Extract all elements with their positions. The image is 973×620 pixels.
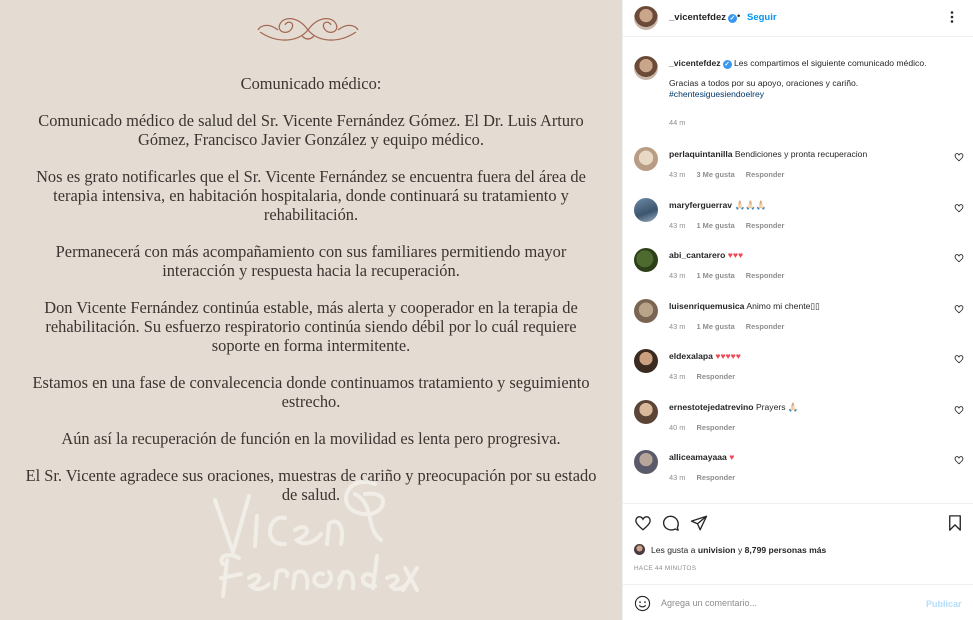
- post-timestamp: HACE 44 MINUTOS: [634, 565, 697, 572]
- comment-item: [623, 448, 973, 499]
- comment-meta: [669, 221, 793, 230]
- like-comment-heart-icon[interactable]: [954, 455, 964, 465]
- avatar[interactable]: [634, 248, 658, 272]
- comment-likes[interactable]: 1 Me gusta: [696, 322, 735, 331]
- reply-button[interactable]: Responder: [745, 271, 785, 280]
- comment-message: ♥: [729, 452, 735, 462]
- reply-button[interactable]: Responder: [745, 170, 785, 179]
- comment-username[interactable]: luisenriquemusica: [669, 301, 745, 311]
- separator-dot: •: [737, 11, 741, 22]
- like-comment-heart-icon[interactable]: [954, 354, 964, 364]
- reply-button[interactable]: Responder: [696, 423, 736, 432]
- likes-prefix: Les gusta a: [651, 545, 696, 555]
- reply-button[interactable]: Responder: [696, 473, 736, 482]
- comment-username[interactable]: eldexalapa: [669, 351, 713, 361]
- comment-message: Bendiciones y pronta recuperacion: [734, 149, 868, 159]
- comment-message: 🙏🏻🙏🏻🙏🏻: [734, 200, 767, 210]
- comment-message: Prayers 🙏🏻: [755, 402, 799, 412]
- comment-text: [669, 351, 939, 361]
- letter-paragraph: Permanecerá con más acompañamiento con sus familiares permitiendo mayor interacción y respuesta hacia la recuperación.: [55, 242, 567, 280]
- comment-item: [623, 246, 973, 297]
- emoji-icon[interactable]: [634, 595, 651, 612]
- post-caption: [623, 45, 973, 135]
- avatar[interactable]: [634, 56, 658, 80]
- more-options-icon[interactable]: [945, 10, 959, 24]
- comment-likes[interactable]: 1 Me gusta: [696, 271, 735, 280]
- comment-meta: [669, 423, 744, 432]
- letter-paragraph: Estamos en una fase de convalecencia donde continuamos tratamiento y seguimiento estrecho.: [32, 373, 590, 411]
- caption-text: [669, 58, 965, 101]
- comment-meta: [669, 170, 793, 179]
- comment-input[interactable]: [661, 593, 911, 613]
- avatar[interactable]: [634, 349, 658, 373]
- like-comment-heart-icon[interactable]: [954, 304, 964, 314]
- header-username[interactable]: [669, 12, 737, 23]
- liker-username[interactable]: univision: [697, 545, 736, 555]
- comment-message: Animo mi chente▯▯: [746, 301, 820, 311]
- comment-meta: [669, 271, 793, 280]
- comment-item: [623, 398, 973, 449]
- comment-username[interactable]: ernestotejedatrevino: [669, 402, 754, 412]
- verified-badge-icon: ✓: [724, 61, 730, 68]
- share-send-icon[interactable]: [690, 514, 708, 532]
- reply-button[interactable]: Responder: [745, 221, 785, 230]
- caption-message: Les compartimos el siguiente comunicado médico.: [733, 58, 927, 68]
- comment-composer: [623, 584, 973, 620]
- like-comment-heart-icon[interactable]: [954, 253, 964, 263]
- comment-item: [623, 297, 973, 348]
- letter-paragraph: Aún así la recuperación de función en la movilidad es lenta pero progresiva.: [61, 429, 561, 448]
- comment-text: [669, 250, 939, 260]
- ornament-flourish: [254, 10, 362, 50]
- comment-username[interactable]: alliceamayaaa: [669, 452, 727, 462]
- username-text[interactable]: _vicentefdez: [669, 12, 727, 23]
- comment-time: 43 m: [669, 372, 686, 381]
- liker-avatar: [634, 544, 645, 555]
- comment-message: ♥♥♥♥♥: [715, 351, 741, 361]
- comment-text: [669, 452, 939, 462]
- letter-paragraph: El Sr. Vicente agradece sus oraciones, muestras de cariño y preocupación por su estado de salud.: [25, 466, 597, 504]
- comment-bubble-icon[interactable]: [662, 514, 680, 532]
- avatar[interactable]: [634, 400, 658, 424]
- avatar[interactable]: [634, 450, 658, 474]
- letter-paragraph: Comunicado médico de salud del Sr. Vicente Fernández Gómez. El Dr. Luis Arturo Gómez, Francisco Javier González y equipo médico.: [38, 111, 584, 149]
- like-comment-heart-icon[interactable]: [954, 405, 964, 415]
- post-sidebar: [622, 0, 973, 620]
- reply-button[interactable]: Responder: [696, 372, 736, 381]
- like-comment-heart-icon[interactable]: [954, 203, 964, 213]
- comment-likes[interactable]: 3 Me gusta: [696, 170, 735, 179]
- comment-text: [669, 149, 939, 159]
- comment-time: 40 m: [669, 423, 686, 432]
- avatar[interactable]: [634, 299, 658, 323]
- comment-time: 43 m: [669, 221, 686, 230]
- comment-likes[interactable]: 1 Me gusta: [696, 221, 735, 230]
- comment-text: [669, 402, 939, 413]
- caption-time: 44 m: [669, 118, 686, 127]
- comment-text: [669, 200, 939, 211]
- signature-watermark: [205, 460, 420, 600]
- comment-username[interactable]: perlaquintanilla: [669, 149, 733, 159]
- comment-meta: [669, 322, 793, 331]
- post-actions: [623, 503, 973, 583]
- comment-time: 43 m: [669, 170, 686, 179]
- avatar[interactable]: [634, 6, 658, 30]
- comment-username[interactable]: abi_cantarero: [669, 250, 726, 260]
- reply-button[interactable]: Responder: [745, 322, 785, 331]
- comment-time: 43 m: [669, 473, 686, 482]
- avatar[interactable]: [634, 147, 658, 171]
- post-header: [623, 0, 973, 37]
- avatar[interactable]: [634, 198, 658, 222]
- like-heart-icon[interactable]: [634, 514, 652, 532]
- letter-paragraph: Don Vicente Fernández continúa estable, más alerta y cooperador en la terapia de rehabilitación. Su esfuerzo respiratorio continúa siendo débil por lo cuál requiere soporte en forma intermitente.: [44, 298, 578, 355]
- comment-item: [623, 196, 973, 247]
- like-comment-heart-icon[interactable]: [954, 152, 964, 162]
- follow-button[interactable]: Seguir: [747, 12, 777, 23]
- publish-button[interactable]: Publicar: [926, 599, 962, 609]
- comments-list[interactable]: [623, 45, 973, 505]
- likes-conjunction: y: [737, 545, 743, 555]
- comment-message: ♥♥♥: [727, 250, 744, 260]
- comment-item: [623, 145, 973, 196]
- letter-paragraph: Nos es grato notificarles que el Sr. Vicente Fernández se encuentra fuera del área de terapia intensiva, en habitación hospitalaria, donde continuará su tratamiento y rehabilitación.: [36, 167, 586, 224]
- save-bookmark-icon[interactable]: [946, 514, 964, 532]
- letter-body: [22, 74, 600, 522]
- likes-count[interactable]: 8,799 personas más: [744, 545, 827, 555]
- comment-time: 43 m: [669, 271, 686, 280]
- comment-time: 43 m: [669, 322, 686, 331]
- comment-username[interactable]: maryferguerrav: [669, 200, 733, 210]
- comment-meta: [669, 372, 744, 381]
- caption-thanks: Gracias a todos por su apoyo, oraciones y cariño.: [669, 77, 859, 88]
- comment-meta: [669, 473, 744, 482]
- verified-badge-icon: ✓: [729, 15, 736, 22]
- caption-hashtag[interactable]: #chentesiguesiendoelrey: [669, 89, 765, 99]
- letter-title: Comunicado médico:: [240, 74, 382, 93]
- comment-text: [669, 301, 939, 312]
- caption-username[interactable]: _vicentefdez: [669, 58, 721, 68]
- likes-summary[interactable]: [634, 544, 826, 555]
- comment-item: [623, 347, 973, 398]
